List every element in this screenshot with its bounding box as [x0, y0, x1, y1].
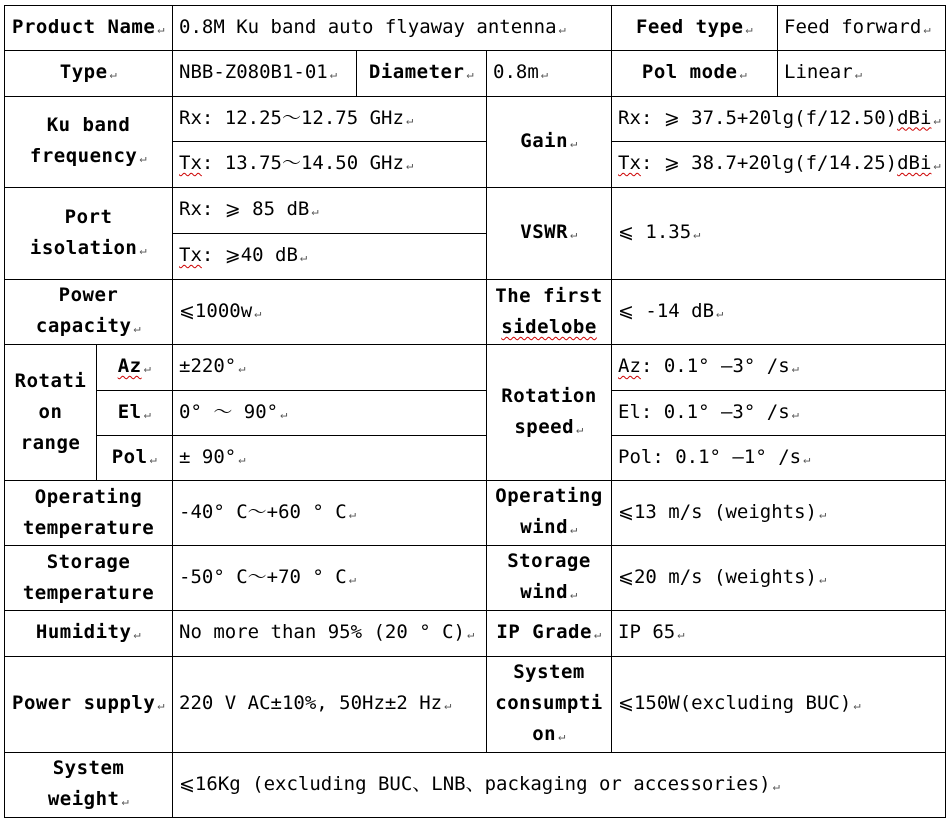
rotation-el-label: El ↵ [97, 391, 173, 436]
humidity-label: Humidity ↵ [5, 611, 173, 657]
ku-band-label: Ku band frequency ↵ [5, 97, 173, 188]
operating-wind-value: ⩽13 m/s (weights) ↵ [612, 481, 946, 546]
spec-table [4, 5, 946, 818]
pol-mode-value: Linear ↵ [778, 51, 946, 97]
gain-tx-value: Tx: ⩾ 38.7+20lg(f/14.25)dBi ↵ [612, 142, 946, 188]
rotation-el-value: 0° ～ 90° ↵ [173, 391, 487, 436]
product-name-label: Product Name ↵ [5, 6, 173, 51]
vswr-label: VSWR ↵ [487, 188, 612, 280]
type-value: NBB-Z080B1-01 ↵ [173, 51, 357, 97]
feed-type-value: Feed forward ↵ [778, 6, 946, 51]
gain-rx-value: Rx: ⩾ 37.5+20lg(f/12.50)dBi ↵ [612, 97, 946, 142]
rotation-pol-label: Pol ↵ [97, 436, 173, 481]
diameter-label: Diameter ↵ [357, 51, 487, 97]
type-label: Type ↵ [5, 51, 173, 97]
power-capacity-value: ⩽1000w ↵ [173, 280, 487, 345]
rotation-az-value: ±220° ↵ [173, 345, 487, 391]
diameter-value: 0.8m ↵ [487, 51, 612, 97]
pol-mode-label: Pol mode ↵ [612, 51, 778, 97]
storage-temperature-label: Storage temperature [5, 546, 173, 611]
operating-temperature-label: Operating temperature [5, 481, 173, 546]
storage-temperature-value: -50° C～+70 ° C ↵ [173, 546, 487, 611]
first-sidelobe-value: ⩽ -14 dB ↵ [612, 280, 946, 345]
ip-grade-value: IP 65 ↵ [612, 611, 946, 657]
rotation-range-label: Rotati on range [5, 345, 97, 481]
vswr-value: ⩽ 1.35 ↵ [612, 188, 946, 280]
rotation-az-label: Az ↵ [97, 345, 173, 391]
system-weight-label: System weight ↵ [5, 753, 173, 818]
speed-pol-value: Pol: 0.1° —1° /s ↵ [612, 436, 946, 481]
power-supply-value: 220 V AC±10%, 50Hz±2 Hz ↵ [173, 657, 487, 753]
port-rx-value: Rx: ⩾ 85 dB ↵ [173, 188, 487, 234]
rotation-pol-value: ± 90° ↵ [173, 436, 487, 481]
power-supply-label: Power supply ↵ [5, 657, 173, 753]
ku-rx-value: Rx: 12.25～12.75 GHz ↵ [173, 97, 487, 142]
first-sidelobe-label: The first sidelobe [487, 280, 612, 345]
storage-wind-label: Storage wind ↵ [487, 546, 612, 611]
storage-wind-value: ⩽20 m/s (weights) ↵ [612, 546, 946, 611]
feed-type-label: Feed type ↵ [612, 6, 778, 51]
ip-grade-label: IP Grade ↵ [487, 611, 612, 657]
ku-tx-value: Tx: 13.75～14.50 GHz ↵ [173, 142, 487, 188]
speed-el-value: El: 0.1° —3° /s ↵ [612, 391, 946, 436]
system-consumption-value: ⩽150W(excluding BUC) ↵ [612, 657, 946, 753]
speed-az-value: Az: 0.1° —3° /s ↵ [612, 345, 946, 391]
system-weight-value: ⩽16Kg (excluding BUC、LNB、packaging or accessories) ↵ [173, 753, 946, 818]
port-isolation-label: Port isolation ↵ [5, 188, 173, 280]
operating-temperature-value: -40° C～+60 ° C ↵ [173, 481, 487, 546]
product-name-value: 0.8M Ku band auto flyaway antenna ↵ [173, 6, 612, 51]
humidity-value: No more than 95% (20 ° C) ↵ [173, 611, 487, 657]
operating-wind-label: Operating wind ↵ [487, 481, 612, 546]
power-capacity-label: Power capacity ↵ [5, 280, 173, 345]
port-tx-value: Tx: ⩾40 dB ↵ [173, 234, 487, 280]
system-consumption-label: System consumpti on ↵ [487, 657, 612, 753]
gain-label: Gain ↵ [487, 97, 612, 188]
rotation-speed-label: Rotation speed ↵ [487, 345, 612, 481]
